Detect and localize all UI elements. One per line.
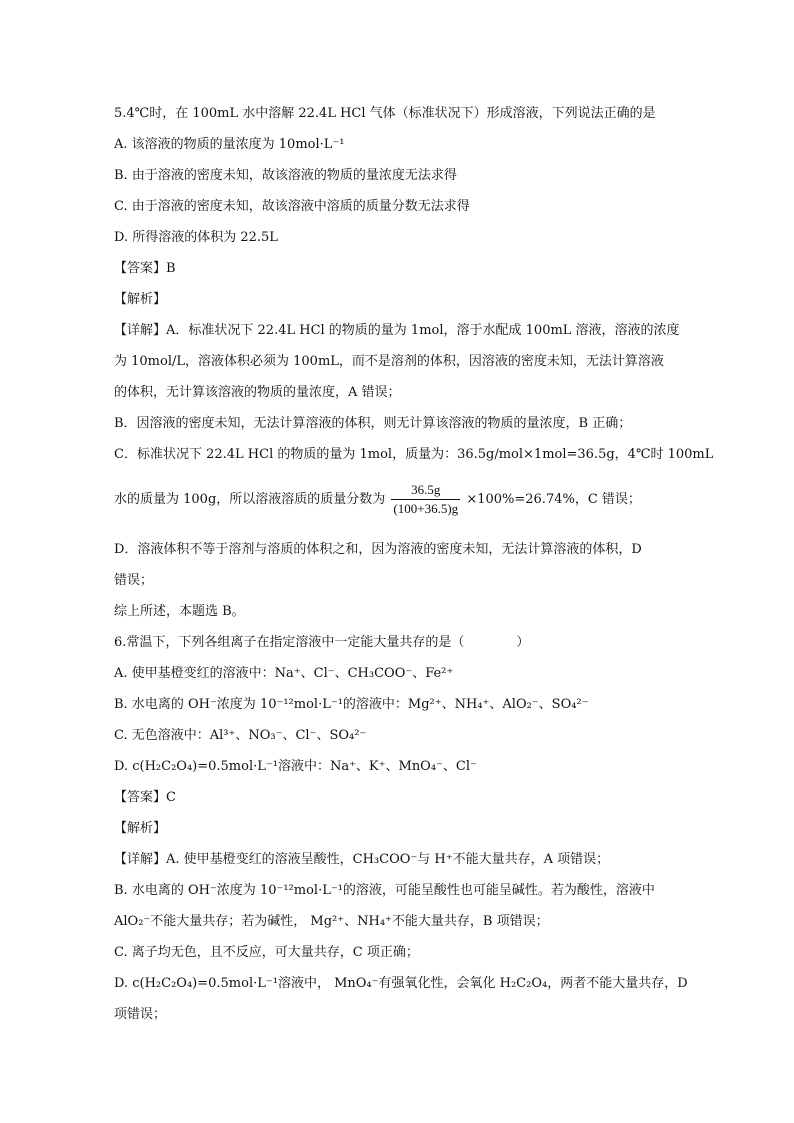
- q6-option-a: A. 使甲基橙变红的溶液中：Na⁺、Cl⁻、CH₃COO⁻、Fe²⁺: [114, 666, 454, 681]
- mass-fraction-formula: [391, 481, 460, 518]
- q5-detail-a-line1: 【详解】A．标准状况下 22.4L HCl 的物质的量为 1mol，溶于水配成 100mL 溶液，溶液的浓度: [114, 323, 680, 338]
- q6-detail-d-line2: 项错误；: [114, 1007, 167, 1022]
- q6-detail-d-line1: D. c(H₂C₂O₄)=0.5mol·L⁻¹溶液中， MnO₄⁻有强氧化性，会氧化 H₂C₂O₄，两者不能大量共存，D: [114, 976, 688, 991]
- q5-detail-c-line1: C．标准状况下 22.4L HCl 的物质的量为 1mol，质量为：36.5g/mol×1mol=36.5g，4℃时 100mL: [114, 447, 714, 462]
- q6-stem: 6.常温下，下列各组离子在指定溶液中一定能大量共存的是（ ）: [114, 635, 530, 650]
- q6-detail-b-line2: AlO₂⁻不能大量共存；若为碱性， Mg²⁺、NH₄⁺不能大量共存，B 项错误；: [114, 914, 549, 929]
- q5-detail-d-line1: D．溶液体积不等于溶剂与溶质的体积之和，因为溶液的密度未知，无法计算溶液的体积，D: [114, 542, 642, 557]
- q5-option-b: B. 由于溶液的密度未知，故该溶液的物质的量浓度无法求得: [114, 168, 457, 183]
- q5-analysis-label: 【解析】: [114, 292, 167, 307]
- q6-answer: 【答案】C: [114, 790, 176, 805]
- q5-option-a: A. 该溶液的物质的量浓度为 10mol·L⁻¹: [114, 137, 345, 152]
- q5-stem: 5.4℃时，在 100mL 水中溶解 22.4L HCl 气体（标准状况下）形成溶液，下列说法正确的是: [114, 106, 656, 121]
- q5-detail-d-line2: 错误；: [114, 573, 154, 588]
- q5-option-d: D. 所得溶液的体积为 22.5L: [114, 230, 278, 245]
- q5-detail-b: B．因溶液的密度未知，无法计算溶液的体积，则无计算该溶液的物质的量浓度，B 正确；: [114, 416, 632, 431]
- q5-detail-c-line2: [114, 480, 641, 520]
- q6-detail-c: C. 离子均无色，且不反应，可大量共存，C 项正确；: [114, 945, 419, 960]
- q5-option-c: C. 由于溶液的密度未知，故该溶液中溶质的质量分数无法求得: [114, 199, 470, 214]
- fraction-numerator: 36.5g: [391, 481, 460, 500]
- q5-detail-a-line3: 的体积，无计算该溶液的物质的量浓度，A 错误；: [114, 385, 401, 400]
- q5-summary: 综上所述，本题选 B。: [114, 604, 245, 619]
- q6-analysis-label: 【解析】: [114, 821, 167, 836]
- q6-option-d: D. c(H₂C₂O₄)=0.5mol·L⁻¹溶液中：Na⁺、K⁺、MnO₄⁻、Cl⁻: [114, 759, 477, 774]
- q5-detail-a-line2: 为 10mol/L，溶液体积必须为 100mL，而不是溶剂的体积，因溶液的密度未知，无法计算溶液: [114, 354, 664, 369]
- q5-detail-c-post: ×100%=26.74%，C 错误；: [466, 492, 641, 507]
- q6-option-c: C. 无色溶液中：Al³⁺、NO₃⁻、Cl⁻、SO₄²⁻: [114, 728, 367, 743]
- q5-detail-c-pre: 水的质量为 100g，所以溶液溶质的质量分数为: [114, 492, 386, 507]
- fraction-denominator: (100+36.5)g: [393, 501, 459, 516]
- q6-option-b: B. 水电离的 OH⁻浓度为 10⁻¹²mol·L⁻¹的溶液中：Mg²⁺、NH₄⁺、AlO₂⁻、SO₄²⁻: [114, 697, 589, 712]
- q6-detail-b-line1: B. 水电离的 OH⁻浓度为 10⁻¹²mol·L⁻¹的溶液，可能呈酸性也可能呈碱性。若为酸性，溶液中: [114, 883, 655, 898]
- q6-detail-a: 【详解】A. 使甲基橙变红的溶液呈酸性，CH₃COO⁻与 H⁺不能大量共存，A 项错误；: [114, 852, 610, 867]
- q5-answer: 【答案】B: [114, 261, 176, 276]
